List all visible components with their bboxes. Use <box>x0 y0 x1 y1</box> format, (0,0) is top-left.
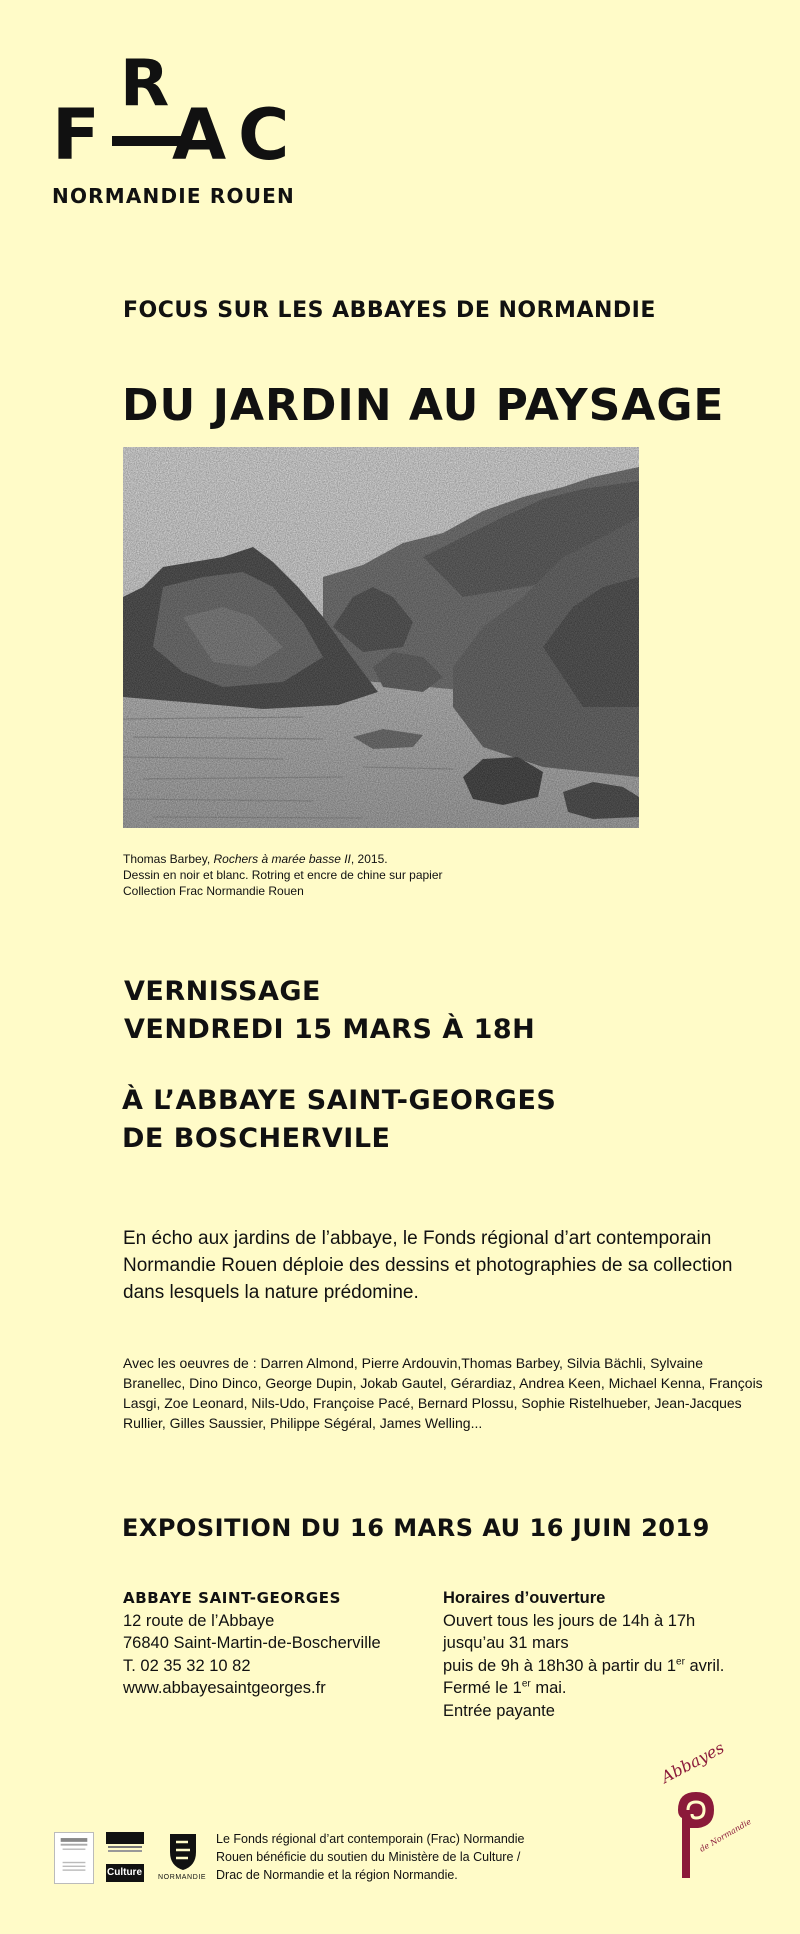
vernissage-block <box>124 973 535 1049</box>
hours-line-3-end: avril. <box>684 1656 725 1675</box>
venue-line-1: À L’ABBAYE SAINT-GEORGES <box>122 1085 557 1116</box>
lions-icon <box>158 1832 208 1872</box>
artists-list: Avec les oeuvres de : Darren Almond, Pierre Ardouvin,Thomas Barbey, Silvia Bächli, Sylvaine Branellec, Dino Dinco, George Dupin, Jokab Gautel, Gérardiaz, Andrea Keen, Michael Kenna, François Lasgi, Zoe Leonard, Nils-Udo, Françoise Pacé, Bernard Plossu, Sophie Ristelhueber, Jean-Jacques Rullier, Gilles Saussier, Philippe Ségéral, James Welling... <box>123 1355 763 1431</box>
support-notice <box>216 1830 524 1884</box>
culture-ministry-logo <box>106 1832 144 1882</box>
support-line-3: Drac de Normandie et la région Normandie. <box>216 1868 458 1882</box>
abbayes-label: Abbayes <box>658 1737 728 1787</box>
hours-line-3-sup: er <box>676 1656 685 1667</box>
region-logo-label: NORMANDIE <box>158 1874 207 1881</box>
frac-logo <box>52 47 295 212</box>
caption-line-2: Dessin en noir et blanc. Rotring et encre de chine sur papier <box>123 868 443 882</box>
venue-line-2: DE BOSCHERVILE <box>122 1123 391 1154</box>
exhibition-dates: EXPOSITION DU 16 MARS AU 16 JUIN 2019 <box>122 1514 710 1542</box>
logo-letter-a: A <box>172 94 227 176</box>
address-block <box>123 1587 381 1700</box>
logo-subtitle: NORMANDIE ROUEN <box>52 184 295 208</box>
hours-line-4-end: mai. <box>530 1679 567 1697</box>
address-city: 76840 Saint-Martin-de-Boscherville <box>123 1634 381 1652</box>
hours-heading: Horaires d’ouverture <box>443 1589 606 1607</box>
hours-line-3-text: puis de 9h à 18h30 à partir du 1 <box>443 1656 677 1675</box>
address-phone: T. 02 35 32 10 82 <box>123 1656 251 1675</box>
vernissage-label: VERNISSAGE <box>124 976 321 1007</box>
support-line-1: Le Fonds régional d’art contemporain (Frac) Normandie <box>216 1832 525 1846</box>
ministry-logo <box>54 1832 94 1884</box>
hours-line-4-text: Fermé le 1 <box>443 1679 522 1697</box>
culture-logo-label: Culture <box>107 1867 142 1878</box>
hours-line-2: jusqu’au 31 mars <box>443 1634 569 1652</box>
kicker-heading: FOCUS SUR LES ABBAYES DE NORMANDIE <box>123 298 656 323</box>
caption-work-title: Rochers à marée basse II <box>213 852 351 866</box>
support-line-2: Rouen bénéficie du soutien du Ministère de la Culture / <box>216 1850 521 1864</box>
logo-letter-r: R <box>120 47 170 121</box>
opening-hours-block <box>443 1587 724 1722</box>
hours-line-1: Ouvert tous les jours de 14h à 17h <box>443 1611 696 1630</box>
hours-line-5: Entrée payante <box>443 1701 555 1720</box>
artwork-image <box>123 447 639 828</box>
hours-line-4 <box>443 1677 724 1700</box>
artwork-caption <box>123 851 443 899</box>
hours-line-3 <box>443 1655 724 1678</box>
address-heading: ABBAYE SAINT-GEORGES <box>123 1589 342 1607</box>
page-title: DU JARDIN AU PAYSAGE <box>122 380 725 431</box>
caption-line-1 <box>123 851 443 867</box>
caption-year: , 2015. <box>350 852 388 866</box>
abbayes-de-normandie-logo <box>648 1737 753 1884</box>
region-normandie-logo <box>158 1832 208 1884</box>
hours-line-4-sup: er <box>521 1678 531 1690</box>
caption-artist: Thomas Barbey, <box>123 852 214 866</box>
venue-block <box>122 1082 556 1158</box>
address-website[interactable]: www.abbayesaintgeorges.fr <box>123 1679 326 1697</box>
abbayes-sublabel: de Normandie <box>698 1817 753 1854</box>
caption-line-3: Collection Frac Normandie Rouen <box>123 884 304 898</box>
logo-letter-c: C <box>238 94 290 176</box>
logo-letter-f: F <box>52 94 100 176</box>
address-street: 12 route de l’Abbaye <box>123 1611 275 1630</box>
intro-paragraph: En écho aux jardins de l’abbaye, le Fonds régional d’art contemporain Normandie Rouen déploie des dessins et photographies de sa collection dans lesquels la nature prédomine. <box>123 1228 733 1303</box>
vernissage-date: VENDREDI 15 MARS À 18H <box>124 1014 536 1045</box>
